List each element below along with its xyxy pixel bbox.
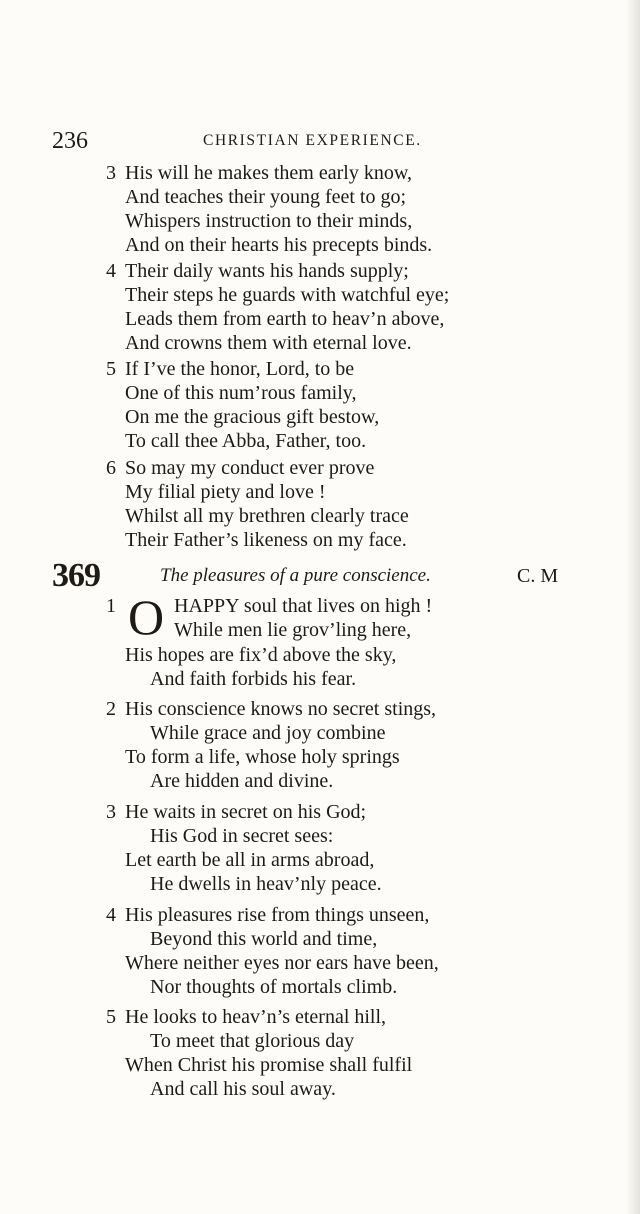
verse-text: He dwells in heav’nly peace. (150, 873, 382, 895)
verse-text: While men lie grov’ling here, (174, 619, 412, 641)
running-title: CHRISTIAN EXPERIENCE. (203, 132, 422, 149)
verse-text: And teaches their young feet to go; (125, 186, 407, 208)
verse-line (0, 480, 640, 504)
verse-line (0, 233, 640, 257)
verse-line (0, 1077, 640, 1101)
verse-text: To call thee Abba, Father, too. (125, 430, 367, 452)
verse-line (0, 357, 640, 381)
drop-cap: O (128, 589, 165, 645)
verse-text: He waits in secret on his God; (125, 801, 367, 823)
verse-text: And call his soul away. (150, 1078, 336, 1100)
verse-line (0, 721, 640, 745)
verse-line (0, 1029, 640, 1053)
verse-number: 3 (106, 162, 116, 184)
hymn-title: The pleasures of a pure conscience. (160, 565, 431, 586)
verse-line (0, 848, 640, 872)
verse-line (0, 307, 640, 331)
verse-line (0, 594, 640, 618)
verse-line (0, 456, 640, 480)
verse-line (0, 697, 640, 721)
verse-line (0, 504, 640, 528)
verse-line (0, 643, 640, 667)
verse-line (0, 185, 640, 209)
verse-line (0, 209, 640, 233)
hymn-heading (0, 556, 640, 596)
page-number: 236 (52, 128, 88, 154)
verse-line (0, 927, 640, 951)
verse-line (0, 745, 640, 769)
verse-text: Where neither eyes nor ears have been, (125, 952, 439, 974)
verse-number: 5 (106, 358, 116, 380)
verse-text: Whispers instruction to their minds, (125, 210, 413, 232)
verse-line (0, 800, 640, 824)
hymn-number: 369 (52, 557, 100, 594)
verse-line (0, 429, 640, 453)
verse-text: His hopes are fix’d above the sky, (125, 644, 397, 666)
verse-text: HAPPY soul that lives on high ! (174, 595, 433, 617)
page-header (0, 123, 640, 159)
verse-text: Their Father’s likeness on my face. (125, 529, 407, 551)
verse-text: His conscience knows no secret stings, (125, 698, 437, 720)
verse-number: 5 (106, 1006, 116, 1028)
verse-line (0, 824, 640, 848)
verse-line (0, 951, 640, 975)
verse-number: 4 (106, 904, 116, 926)
verse-line (0, 975, 640, 999)
verse-text: My filial piety and love ! (125, 481, 326, 503)
verse-text: Their steps he guards with watchful eye; (125, 284, 450, 306)
verse-line (0, 331, 640, 355)
verse-line (0, 405, 640, 429)
verse-text: His God in secret sees: (150, 825, 334, 847)
verse-number: 1 (106, 595, 116, 617)
verse-line (0, 283, 640, 307)
verse-text: Their daily wants his hands supply; (125, 260, 409, 282)
verse-line (0, 381, 640, 405)
verse-line (0, 1053, 640, 1077)
verse-line (0, 161, 640, 185)
verse-line (0, 1005, 640, 1029)
verse-text: And faith forbids his fear. (150, 668, 357, 690)
verse-text: Let earth be all in arms abroad, (125, 849, 375, 871)
verse-line (0, 769, 640, 793)
verse-text: To form a life, whose holy springs (125, 746, 400, 768)
verse-line (0, 903, 640, 927)
verse-text: So may my conduct ever prove (125, 457, 375, 479)
verse-line (0, 528, 640, 552)
verse-text: One of this num’rous family, (125, 382, 357, 404)
verse-text: To meet that glorious day (150, 1030, 355, 1052)
verse-text: Leads them from earth to heav’n above, (125, 308, 445, 330)
verse-text: And crowns them with eternal love. (125, 332, 412, 354)
verse-number: 3 (106, 801, 116, 823)
verse-text: When Christ his promise shall fulfil (125, 1054, 413, 1076)
verse-text: His pleasures rise from things unseen, (125, 904, 430, 926)
verse-number: 6 (106, 457, 116, 479)
verse-text: Nor thoughts of mortals climb. (150, 976, 398, 998)
verse-text: And on their hearts his precepts binds. (125, 234, 433, 256)
verse-number: 2 (106, 698, 116, 720)
verse-line (0, 872, 640, 896)
verse-text: He looks to heav’n’s eternal hill, (125, 1006, 387, 1028)
verse-number: 4 (106, 260, 116, 282)
verse-text: If I’ve the honor, Lord, to be (125, 358, 355, 380)
hymn-meter: C. M (517, 565, 559, 587)
verse-text: His will he makes them early know, (125, 162, 412, 184)
verse-line (0, 259, 640, 283)
verse-text: Whilst all my brethren clearly trace (125, 505, 409, 527)
verse-text: Beyond this world and time, (150, 928, 378, 950)
verse-text: While grace and joy combine (150, 722, 386, 744)
verse-line (0, 667, 640, 691)
verse-line (0, 618, 640, 642)
verse-text: Are hidden and divine. (150, 770, 334, 792)
verse-text: On me the gracious gift bestow, (125, 406, 380, 428)
